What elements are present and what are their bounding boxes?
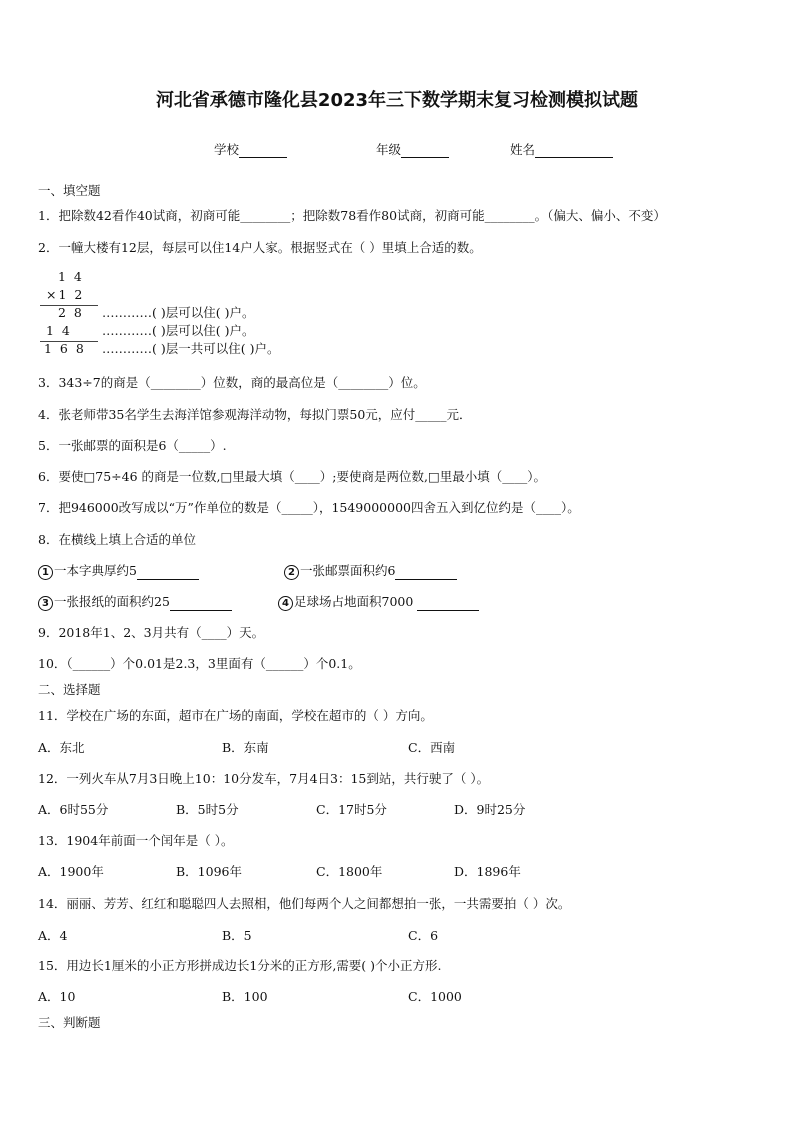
q8-item-2 [284,563,457,580]
q8-item-3-blank[interactable] [170,597,232,611]
q8-item-1-blank[interactable] [137,566,199,580]
q8-item-4-blank[interactable] [417,597,479,611]
q11-option-c[interactable]: C．西南 [408,740,456,755]
q12-option-d[interactable]: D．9时25分 [454,802,526,817]
q8-item-2-blank[interactable] [395,566,457,580]
q13-option-c[interactable]: C．1800年 [316,864,383,879]
calc-row-5: 1 6 8 [44,341,86,356]
calc-note-3: …………( )层一共可以住( )户。 [102,341,280,356]
q12-option-a[interactable]: A．6时55分 [38,802,109,817]
q12-option-c[interactable]: C．17时5分 [316,802,387,817]
circled-number-1: 1 [38,565,53,580]
calc-row-1: 1 4 [58,269,84,284]
question-8: 8．在横线上填上合适的单位 [38,532,196,547]
q13-option-b[interactable]: B．1096年 [176,864,242,879]
school-blank[interactable] [239,144,287,158]
q13-option-a[interactable]: A．1900年 [38,864,104,879]
q11-option-b[interactable]: B．东南 [222,740,269,755]
question-2: 2．一幢大楼有12层，每层可以住14户人家。根据竖式在（ ）里填上合适的数。 [38,240,482,255]
name-label: 姓名 [510,142,536,157]
question-13: 13．1904年前面一个闰年是（ ）。 [38,833,234,848]
section-true-false: 三、判断题 [38,1015,101,1030]
q14-option-b[interactable]: B．5 [222,928,252,943]
q14-option-a[interactable]: A．4 [38,928,68,943]
question-15: 15．用边长1厘米的小正方形拼成边长1分米的正方形,需要( )个小正方形. [38,958,442,973]
calc-row-2: ×1 2 [46,287,85,302]
page-title: 河北省承德市隆化县2023年三下数学期末复习检测模拟试题 [155,90,639,111]
calc-note-2: …………( )层可以住( )户。 [102,323,255,338]
q8-item-3 [38,594,232,611]
q12-option-b[interactable]: B．5时5分 [176,802,239,817]
circled-number-2: 2 [284,565,299,580]
q8-item-4 [278,594,479,611]
calc-row-3: 2 8 [58,305,84,320]
grade-field[interactable] [376,142,449,158]
grade-blank[interactable] [401,144,449,158]
question-14: 14．丽丽、芳芳、红红和聪聪四人去照相，他们每两个人之间都想拍一张，一共需要拍（ ）次。 [38,896,571,911]
grade-label: 年级 [376,142,402,157]
circled-number-4: 4 [278,596,293,611]
q14-option-c[interactable]: C．6 [408,928,439,943]
q8-item-3-text: 一张报纸的面积约25 [54,594,170,609]
section-multiple-choice: 二、选择题 [38,682,101,697]
q15-option-c[interactable]: C．1000 [408,989,462,1004]
question-3: 3．343÷7的商是（________）位数，商的最高位是（________）位。 [38,375,426,390]
q8-item-2-text: 一张邮票面积约6 [300,563,396,578]
circled-number-3: 3 [38,596,53,611]
q11-option-a[interactable]: A．东北 [38,740,85,755]
calc-row-4: 1 4 [46,323,72,338]
question-5: 5．一张邮票的面积是6（_____）. [38,438,227,453]
calc-note-1: …………( )层可以住( )户。 [102,305,255,320]
question-4: 4．张老师带35名学生去海洋馆参观海洋动物，每拟门票50元，应付_____元． [38,407,472,422]
q13-option-d[interactable]: D．1896年 [454,864,521,879]
school-label: 学校 [214,142,240,157]
question-1: 1．把除数42看作40试商，初商可能________；把除数78看作80试商，初商可能________。（偏大、偏小、不变） [38,208,666,223]
name-field[interactable] [510,142,613,158]
question-6: 6．要使□75÷46 的商是一位数,□里最大填（____）;要使商是两位数,□里最小填（____）。 [38,469,547,484]
q15-option-a[interactable]: A．10 [38,989,76,1004]
q15-option-b[interactable]: B．100 [222,989,268,1004]
question-10: 10．（______）个0.01是2.3，3里面有（______）个0.1。 [38,656,361,671]
question-11: 11．学校在广场的东面，超市在广场的南面，学校在超市的（ ）方向。 [38,708,433,723]
question-7: 7．把946000改写成以“万”作单位的数是（_____），1549000000四舍五入到亿位约是（____）。 [38,500,580,515]
question-9: 9．2018年1、2、3月共有（____）天。 [38,625,265,640]
school-field[interactable] [214,142,287,158]
section-fill-blank: 一、填空题 [38,183,101,198]
q8-item-1 [38,563,199,580]
name-blank[interactable] [535,144,613,158]
q8-item-1-text: 一本字典厚约5 [54,563,137,578]
q8-item-4-text: 足球场占地面积7000 [294,594,414,609]
question-12: 12．一列火车从7月3日晚上10：10分发车，7月4日3：15到站，共行驶了（ ）。 [38,771,490,786]
